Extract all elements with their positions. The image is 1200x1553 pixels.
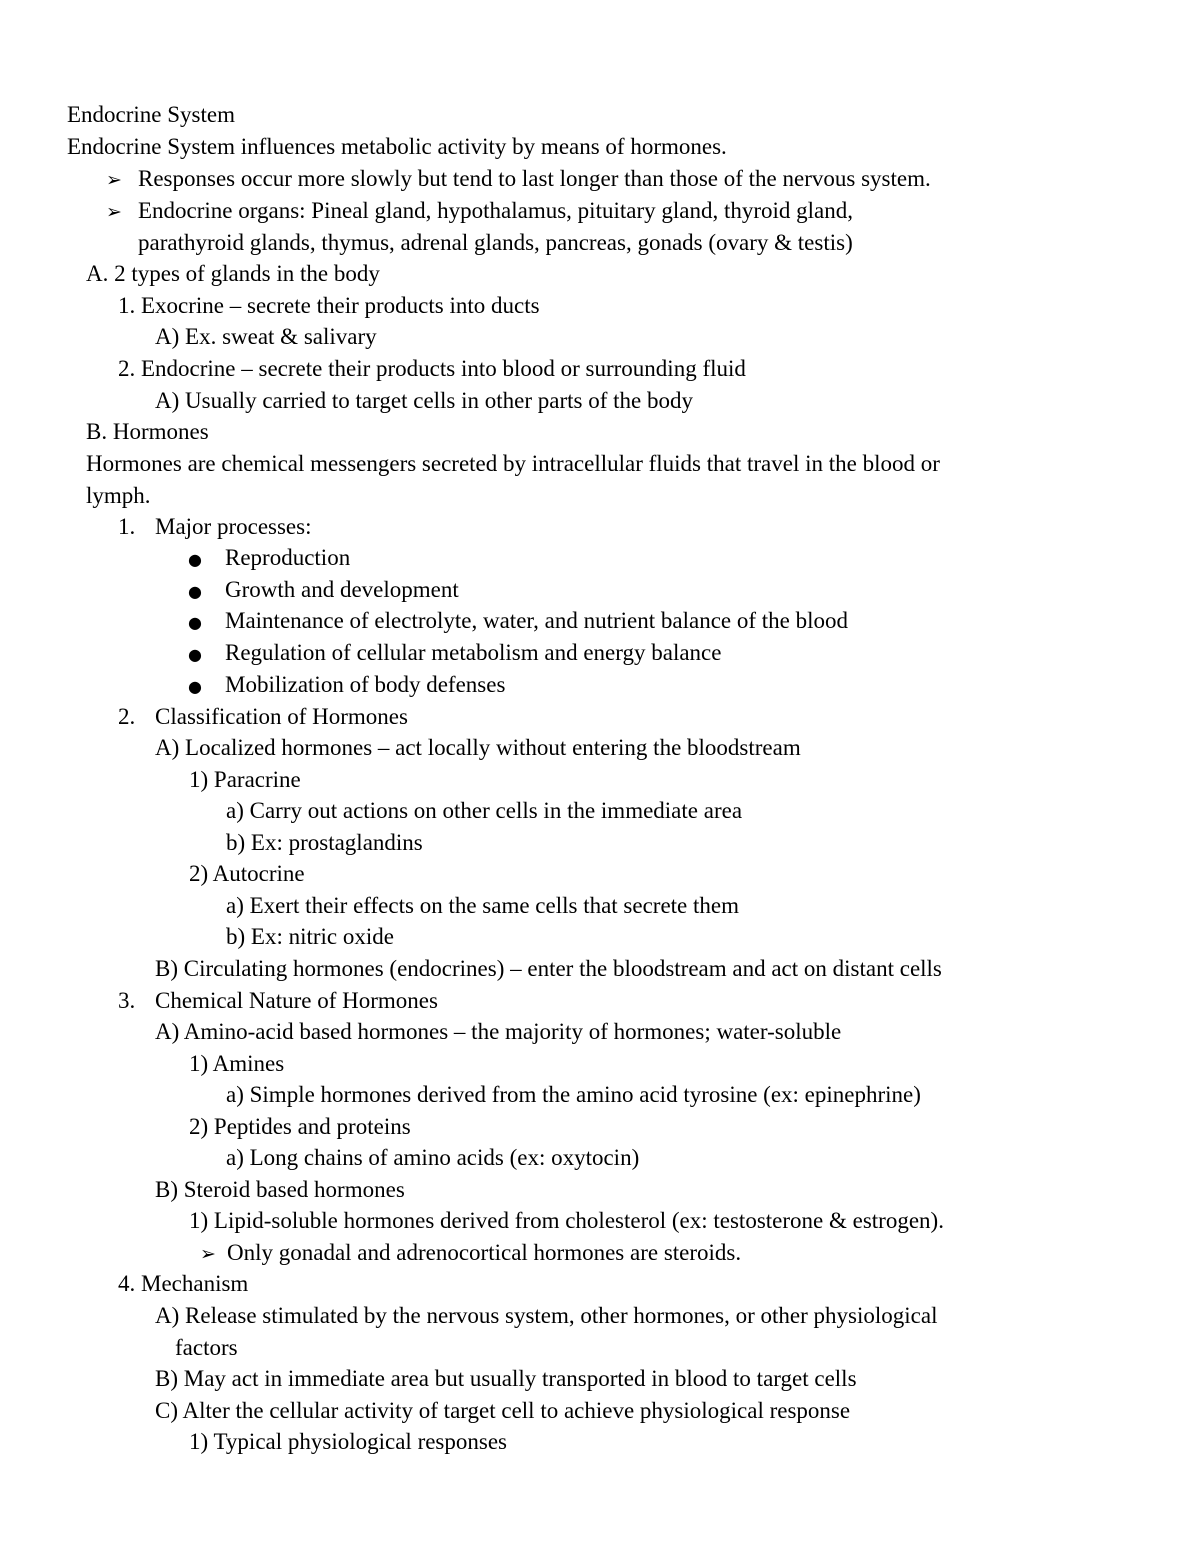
numbered-heading [118, 702, 408, 732]
arrow-item-text: Responses occur more slowly but tend to last longer than those of the nervous system. [138, 166, 931, 191]
arrow-item [200, 1238, 742, 1268]
bullet-text: Regulation of cellular metabolism and energy balance [225, 640, 722, 665]
intro-line: Endocrine System influences metabolic activity by means of hormones. [67, 134, 727, 159]
list-item: a) Carry out actions on other cells in the immediate area [226, 798, 743, 823]
bullet-item [188, 543, 351, 573]
list-item: B) May act in immediate area but usually transported in blood to target cells [155, 1366, 857, 1391]
bullet-item [188, 670, 506, 700]
bullet-text: Growth and development [225, 577, 459, 602]
arrow-bullet-icon: ➢ [200, 1243, 216, 1265]
list-item: b) Ex: nitric oxide [226, 924, 394, 949]
list-item: B) Circulating hormones (endocrines) – enter the bloodstream and act on distant cells [155, 956, 942, 981]
bullet-text: Reproduction [225, 545, 351, 570]
list-item: 2. Endocrine – secrete their products into blood or surrounding fluid [118, 356, 746, 381]
list-item: A) Localized hormones – act locally without entering the bloodstream [155, 735, 801, 760]
list-item: 4. Mechanism [118, 1271, 249, 1296]
arrow-bullet-icon: ➢ [106, 169, 122, 191]
item-text: Classification of Hormones [155, 704, 408, 729]
list-item: A) Amino-acid based hormones – the majority of hormones; water-soluble [155, 1019, 842, 1044]
arrow-item-continuation: parathyroid glands, thymus, adrenal glands, pancreas, gonads (ovary & testis) [138, 230, 853, 255]
bullet-item [188, 638, 722, 668]
list-item: B) Steroid based hormones [155, 1177, 405, 1202]
arrow-bullet-icon: ➢ [106, 201, 122, 223]
bullet-icon: ● [188, 582, 202, 601]
arrow-item-text: Only gonadal and adrenocortical hormones are steroids. [227, 1240, 742, 1265]
list-item: 1) Paracrine [189, 767, 301, 792]
document-title: Endocrine System [67, 102, 235, 127]
definition-line: Hormones are chemical messengers secreted by intracellular fluids that travel in the blood or [86, 451, 940, 476]
list-item-continuation: factors [175, 1335, 238, 1360]
list-item: a) Long chains of amino acids (ex: oxytocin) [226, 1145, 640, 1170]
arrow-item [106, 196, 853, 226]
list-item: b) Ex: prostaglandins [226, 830, 423, 855]
list-item: 1) Amines [189, 1051, 285, 1076]
item-number: 2. [118, 704, 136, 729]
bullet-icon: ● [188, 645, 202, 664]
bullet-icon: ● [188, 677, 202, 696]
list-item: 2) Peptides and proteins [189, 1114, 411, 1139]
definition-line: lymph. [86, 483, 151, 508]
list-item: C) Alter the cellular activity of target cell to achieve physiological response [155, 1398, 851, 1423]
numbered-heading [118, 512, 312, 542]
item-text: Major processes: [155, 514, 312, 539]
item-number: 1. [118, 514, 136, 539]
section-a-heading: A. 2 types of glands in the body [86, 261, 380, 286]
list-item: A) Usually carried to target cells in other parts of the body [155, 388, 693, 413]
numbered-heading [118, 986, 438, 1016]
list-item: 2) Autocrine [189, 861, 305, 886]
list-item: A) Ex. sweat & salivary [155, 324, 377, 349]
list-item: 1) Lipid-soluble hormones derived from cholesterol (ex: testosterone & estrogen). [189, 1208, 944, 1233]
arrow-item-text: Endocrine organs: Pineal gland, hypothalamus, pituitary gland, thyroid gland, [138, 198, 853, 223]
item-text: Chemical Nature of Hormones [155, 988, 438, 1013]
bullet-icon: ● [188, 613, 202, 632]
bullet-text: Maintenance of electrolyte, water, and nutrient balance of the blood [225, 608, 849, 633]
list-item: a) Exert their effects on the same cells that secrete them [226, 893, 740, 918]
list-item: 1. Exocrine – secrete their products into ducts [118, 293, 540, 318]
bullet-item [188, 575, 459, 605]
bullet-item [188, 606, 849, 636]
list-item: A) Release stimulated by the nervous system, other hormones, or other physiological [155, 1303, 938, 1328]
list-item: 1) Typical physiological responses [189, 1429, 507, 1454]
section-b-heading: B. Hormones [86, 419, 209, 444]
bullet-icon: ● [188, 550, 202, 569]
item-number: 3. [118, 988, 136, 1013]
arrow-item [106, 164, 931, 194]
list-item: a) Simple hormones derived from the amino acid tyrosine (ex: epinephrine) [226, 1082, 921, 1107]
bullet-text: Mobilization of body defenses [225, 672, 506, 697]
